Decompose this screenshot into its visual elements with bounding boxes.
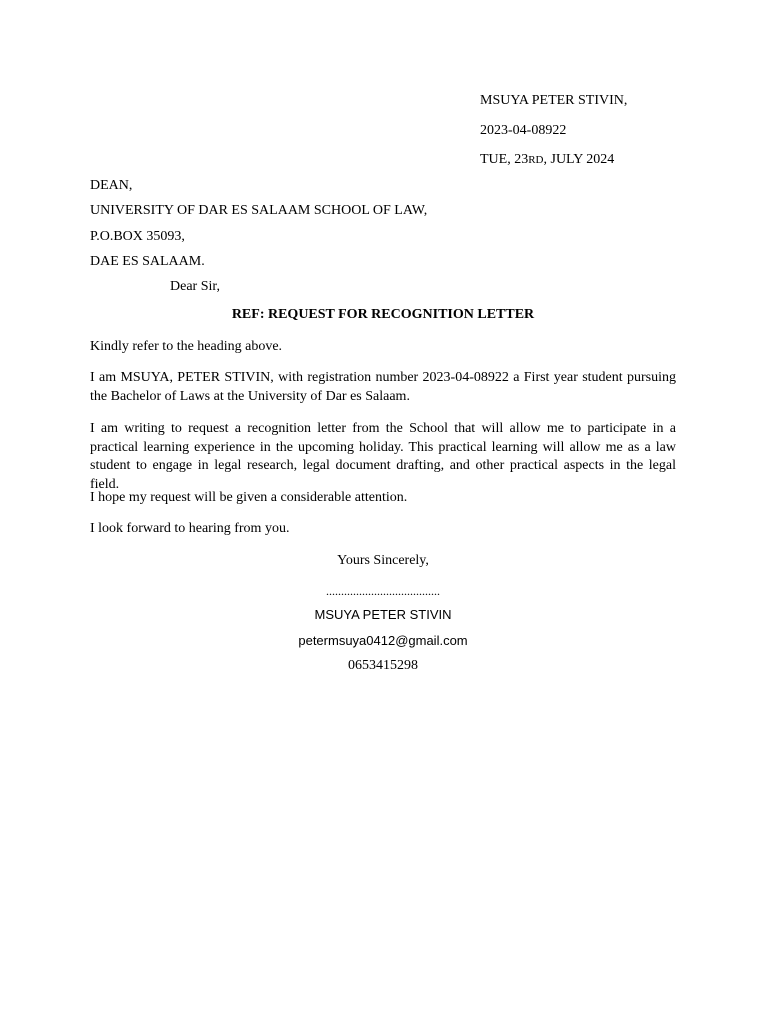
signatory-name: MSUYA PETER STIVIN [314, 607, 452, 622]
recipient-institution: UNIVERSITY OF DAR ES SALAAM SCHOOL OF LAW, [90, 203, 428, 218]
closing: Yours Sincerely, [337, 553, 429, 568]
sender-registration-number: 2023-04-08922 [480, 123, 567, 138]
letter-subject: REF: REQUEST FOR RECOGNITION LETTER [231, 307, 535, 322]
date-day: TUE, 23 [480, 152, 529, 167]
signature-line: ...................................... [326, 584, 440, 598]
date-ordinal-suffix: RD [528, 154, 544, 166]
body-paragraph: I look forward to hearing from you. [90, 521, 290, 536]
date-month-year: , JULY 2024 [543, 152, 615, 167]
body-paragraph: I am MSUYA, PETER STIVIN, with registration number 2023-04-08922 a First year student pursuing the Bachelor of Laws at the University of Dar es Salaam. [90, 370, 676, 404]
recipient-city: DAE ES SALAAM. [90, 254, 205, 269]
letter-date [480, 151, 614, 169]
recipient-po-box: P.O.BOX 35093, [90, 229, 185, 244]
signatory-phone: 0653415298 [348, 658, 418, 673]
signatory-email: petermsuya0412@gmail.com [298, 633, 468, 648]
body-paragraph: I am writing to request a recognition letter from the School that will allow me to participate in a practical learning experience in the upcoming holiday. This practical learning will allow me as a law student to engage in legal research, legal document drafting, and other practical aspects in the legal field. [90, 421, 676, 492]
body-paragraph: I hope my request will be given a considerable attention. [90, 490, 408, 505]
recipient-title: DEAN, [90, 178, 133, 193]
body-paragraph: Kindly refer to the heading above. [90, 339, 283, 354]
salutation: Dear Sir, [170, 279, 220, 294]
sender-name: MSUYA PETER STIVIN, [480, 93, 628, 108]
